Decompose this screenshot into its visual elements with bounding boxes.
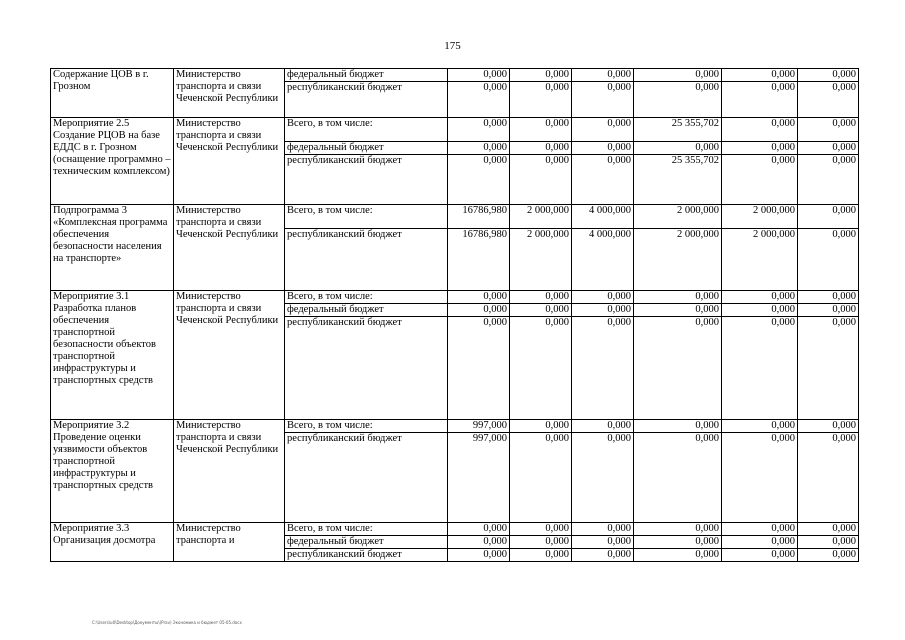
amount-cell-year-5: 2 000,000 xyxy=(722,205,798,229)
amount-cell-year-6: 0,000 xyxy=(798,82,859,118)
amount-cell-year-3: 0,000 xyxy=(572,536,634,549)
amount-cell-year-4: 0,000 xyxy=(634,69,722,82)
amount-cell-year-6: 0,000 xyxy=(798,205,859,229)
funding-source-cell: республиканский бюджет xyxy=(285,82,448,118)
amount-cell-year-1: 997,000 xyxy=(448,433,510,523)
table-row xyxy=(51,118,859,142)
amount-cell-year-5: 0,000 xyxy=(722,142,798,155)
amount-cell-year-1: 0,000 xyxy=(448,291,510,304)
amount-cell-year-2: 0,000 xyxy=(510,317,572,420)
amount-cell-year-5: 0,000 xyxy=(722,420,798,433)
amount-cell-year-3: 0,000 xyxy=(572,291,634,304)
amount-cell-year-1: 0,000 xyxy=(448,536,510,549)
funding-source-cell: федеральный бюджет xyxy=(285,536,448,549)
amount-cell-year-4: 2 000,000 xyxy=(634,229,722,291)
amount-cell-year-6: 0,000 xyxy=(798,536,859,549)
executor-cell: Министерство транспорта и связи Чеченской Республики xyxy=(174,420,285,523)
amount-cell-year-5: 0,000 xyxy=(722,82,798,118)
amount-cell-year-3: 0,000 xyxy=(572,433,634,523)
funding-source-cell: Всего, в том числе: xyxy=(285,205,448,229)
table-row xyxy=(51,69,859,82)
program-name-cell: Мероприятие 3.3 Организация досмотра xyxy=(51,523,174,562)
program-name-cell: Мероприятие 3.2 Проведение оценки уязвимости объектов транспортной инфраструктуры и транспортных средств xyxy=(51,420,174,523)
funding-source-cell: федеральный бюджет xyxy=(285,142,448,155)
amount-cell-year-4: 25 355,702 xyxy=(634,118,722,142)
funding-source-cell: Всего, в том числе: xyxy=(285,420,448,433)
amount-cell-year-1: 16786,980 xyxy=(448,205,510,229)
funding-source-cell: федеральный бюджет xyxy=(285,304,448,317)
amount-cell-year-3: 4 000,000 xyxy=(572,229,634,291)
executor-cell: Министерство транспорта и связи Чеченской Республики xyxy=(174,205,285,291)
amount-cell-year-6: 0,000 xyxy=(798,433,859,523)
table-row xyxy=(51,523,859,536)
amount-cell-year-2: 0,000 xyxy=(510,536,572,549)
amount-cell-year-5: 0,000 xyxy=(722,523,798,536)
amount-cell-year-2: 2 000,000 xyxy=(510,205,572,229)
amount-cell-year-1: 0,000 xyxy=(448,155,510,205)
amount-cell-year-4: 0,000 xyxy=(634,142,722,155)
executor-cell: Министерство транспорта и xyxy=(174,523,285,562)
amount-cell-year-4: 0,000 xyxy=(634,433,722,523)
amount-cell-year-1: 0,000 xyxy=(448,523,510,536)
amount-cell-year-4: 0,000 xyxy=(634,82,722,118)
funding-source-cell: республиканский бюджет xyxy=(285,317,448,420)
amount-cell-year-3: 0,000 xyxy=(572,82,634,118)
amount-cell-year-5: 0,000 xyxy=(722,118,798,142)
amount-cell-year-3: 0,000 xyxy=(572,304,634,317)
amount-cell-year-5: 2 000,000 xyxy=(722,229,798,291)
amount-cell-year-2: 0,000 xyxy=(510,433,572,523)
funding-source-cell: Всего, в том числе: xyxy=(285,291,448,304)
amount-cell-year-1: 997,000 xyxy=(448,420,510,433)
budget-table xyxy=(50,68,859,562)
program-name-cell: Подпрограмма 3 «Комплексная программа обеспечения безопасности населения на транспорте» xyxy=(51,205,174,291)
amount-cell-year-3: 0,000 xyxy=(572,118,634,142)
footer-file-path: C:\Users\u0\Desktop\Документы\(Prav) Экономика и бюджет 05-05.docx xyxy=(92,620,242,625)
amount-cell-year-5: 0,000 xyxy=(722,536,798,549)
amount-cell-year-3: 0,000 xyxy=(572,420,634,433)
table-row xyxy=(51,420,859,433)
amount-cell-year-4: 0,000 xyxy=(634,536,722,549)
executor-cell: Министерство транспорта и связи Чеченской Республики xyxy=(174,291,285,420)
amount-cell-year-4: 0,000 xyxy=(634,549,722,562)
amount-cell-year-1: 0,000 xyxy=(448,118,510,142)
amount-cell-year-6: 0,000 xyxy=(798,317,859,420)
amount-cell-year-1: 16786,980 xyxy=(448,229,510,291)
amount-cell-year-5: 0,000 xyxy=(722,304,798,317)
amount-cell-year-3: 0,000 xyxy=(572,523,634,536)
amount-cell-year-1: 0,000 xyxy=(448,317,510,420)
page-number: 175 xyxy=(444,40,461,52)
amount-cell-year-4: 0,000 xyxy=(634,317,722,420)
table-row xyxy=(51,205,859,229)
amount-cell-year-3: 0,000 xyxy=(572,317,634,420)
amount-cell-year-6: 0,000 xyxy=(798,229,859,291)
amount-cell-year-2: 0,000 xyxy=(510,291,572,304)
amount-cell-year-6: 0,000 xyxy=(798,69,859,82)
amount-cell-year-4: 0,000 xyxy=(634,420,722,433)
funding-source-cell: республиканский бюджет xyxy=(285,155,448,205)
amount-cell-year-1: 0,000 xyxy=(448,142,510,155)
amount-cell-year-5: 0,000 xyxy=(722,317,798,420)
amount-cell-year-3: 0,000 xyxy=(572,549,634,562)
amount-cell-year-2: 0,000 xyxy=(510,142,572,155)
funding-source-cell: Всего, в том числе: xyxy=(285,523,448,536)
amount-cell-year-6: 0,000 xyxy=(798,291,859,304)
amount-cell-year-1: 0,000 xyxy=(448,69,510,82)
program-name-cell: Содержание ЦОВ в г. Грозном xyxy=(51,69,174,118)
program-name-cell: Мероприятие 2.5 Создание РЦОВ на базе ЕДДС в г. Грозном (оснащение программно – техническим комплексом) xyxy=(51,118,174,205)
amount-cell-year-2: 0,000 xyxy=(510,549,572,562)
amount-cell-year-4: 0,000 xyxy=(634,304,722,317)
amount-cell-year-6: 0,000 xyxy=(798,304,859,317)
funding-source-cell: Всего, в том числе: xyxy=(285,118,448,142)
executor-cell: Министерство транспорта и связи Чеченской Республики xyxy=(174,69,285,118)
amount-cell-year-2: 0,000 xyxy=(510,420,572,433)
program-name-cell: Мероприятие 3.1 Разработка планов обеспечения транспортной безопасности объектов транспортной инфраструктуры и транспортных средств xyxy=(51,291,174,420)
amount-cell-year-3: 0,000 xyxy=(572,155,634,205)
amount-cell-year-3: 4 000,000 xyxy=(572,205,634,229)
amount-cell-year-4: 0,000 xyxy=(634,291,722,304)
amount-cell-year-6: 0,000 xyxy=(798,142,859,155)
amount-cell-year-6: 0,000 xyxy=(798,420,859,433)
amount-cell-year-2: 0,000 xyxy=(510,523,572,536)
amount-cell-year-2: 2 000,000 xyxy=(510,229,572,291)
amount-cell-year-1: 0,000 xyxy=(448,82,510,118)
amount-cell-year-3: 0,000 xyxy=(572,142,634,155)
amount-cell-year-5: 0,000 xyxy=(722,549,798,562)
amount-cell-year-3: 0,000 xyxy=(572,69,634,82)
executor-cell: Министерство транспорта и связи Чеченской Республики xyxy=(174,118,285,205)
table-body xyxy=(51,69,859,562)
amount-cell-year-4: 25 355,702 xyxy=(634,155,722,205)
amount-cell-year-6: 0,000 xyxy=(798,155,859,205)
amount-cell-year-5: 0,000 xyxy=(722,433,798,523)
amount-cell-year-4: 0,000 xyxy=(634,523,722,536)
amount-cell-year-1: 0,000 xyxy=(448,304,510,317)
funding-source-cell: республиканский бюджет xyxy=(285,229,448,291)
amount-cell-year-6: 0,000 xyxy=(798,118,859,142)
amount-cell-year-6: 0,000 xyxy=(798,549,859,562)
amount-cell-year-5: 0,000 xyxy=(722,291,798,304)
amount-cell-year-2: 0,000 xyxy=(510,304,572,317)
amount-cell-year-1: 0,000 xyxy=(448,549,510,562)
amount-cell-year-6: 0,000 xyxy=(798,523,859,536)
amount-cell-year-2: 0,000 xyxy=(510,118,572,142)
funding-source-cell: республиканский бюджет xyxy=(285,433,448,523)
amount-cell-year-5: 0,000 xyxy=(722,69,798,82)
amount-cell-year-2: 0,000 xyxy=(510,155,572,205)
funding-source-cell: федеральный бюджет xyxy=(285,69,448,82)
amount-cell-year-5: 0,000 xyxy=(722,155,798,205)
table-row xyxy=(51,291,859,304)
amount-cell-year-4: 2 000,000 xyxy=(634,205,722,229)
amount-cell-year-2: 0,000 xyxy=(510,82,572,118)
amount-cell-year-2: 0,000 xyxy=(510,69,572,82)
funding-source-cell: республиканский бюджет xyxy=(285,549,448,562)
